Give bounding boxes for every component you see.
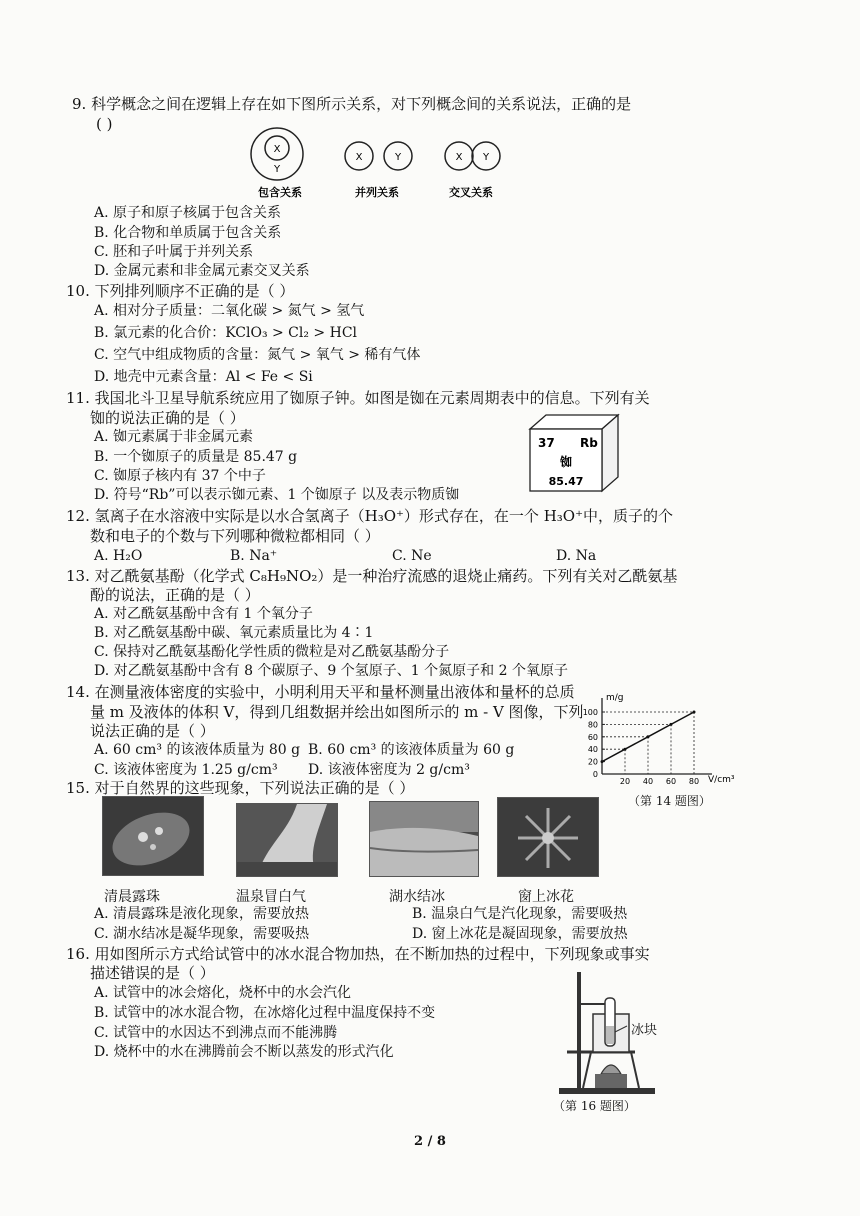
q14-option-d: D. 该液体密度为 2 g/cm³ bbox=[308, 762, 470, 778]
q15-stem: 15. 对于自然界的这些现象，下列说法正确的是（ ） bbox=[66, 779, 415, 797]
svg-text:X: X bbox=[455, 152, 463, 163]
q11-option-b: B. 一个铷原子的质量是 85.47 g bbox=[94, 449, 298, 465]
q14-m-v-chart bbox=[572, 690, 762, 790]
q10-option-c: C. 空气中组成物质的含量：氮气 > 氧气 > 稀有气体 bbox=[94, 347, 421, 363]
y-tick-label: 60 bbox=[587, 732, 598, 742]
x-axis-label: V/cm³ bbox=[708, 775, 735, 785]
q16-stem: 16. 用如图所示方式给试管中的冰水混合物加热，在不断加热的过程中，下列现象或事实 bbox=[66, 945, 650, 963]
caption-hot-spring-steam: 温泉冒白气 bbox=[236, 889, 306, 905]
q11-option-c: C. 铷原子核内有 37 个中子 bbox=[94, 468, 266, 484]
q15-option-d: D. 窗上冰花是凝固现象，需要放热 bbox=[412, 926, 628, 942]
svg-text:包含关系: 包含关系 bbox=[258, 186, 302, 199]
q10-option-a: A. 相对分子质量：二氧化碳 > 氮气 > 氢气 bbox=[94, 303, 365, 319]
caption-window-frost: 窗上冰花 bbox=[518, 889, 574, 905]
q16-option-d: D. 烧杯中的水在沸腾前会不断以蒸发的形式汽化 bbox=[94, 1044, 394, 1060]
q10-option-d: D. 地壳中元素含量：Al < Fe < Si bbox=[94, 369, 313, 385]
svg-text:Y: Y bbox=[273, 164, 281, 175]
caption-frozen-lake: 湖水结冰 bbox=[389, 889, 445, 905]
q14-figure-caption: （第 14 题图） bbox=[628, 794, 711, 808]
page-number: 2 / 8 bbox=[414, 1134, 446, 1149]
q12-option-c: C. Ne bbox=[392, 548, 432, 564]
svg-text:Rb: Rb bbox=[580, 436, 598, 450]
caption-morning-dew: 清晨露珠 bbox=[104, 889, 160, 905]
svg-text:X: X bbox=[355, 152, 363, 163]
q13-stem: 13. 对乙酰氨基酚（化学式 C₈H₉NO₂）是一种治疗流感的退烧止痛药。下列有关对乙酰氨基 bbox=[66, 567, 678, 585]
q13-option-c: C. 保持对乙酰氨基酚化学性质的微粒是对乙酰氨基酚分子 bbox=[94, 644, 450, 660]
q9-relation-diagram bbox=[240, 124, 520, 200]
q9-option-c: C. 胚和子叶属于并列关系 bbox=[94, 244, 254, 260]
svg-text:Y: Y bbox=[482, 152, 490, 163]
y-axis-label: m/g bbox=[606, 693, 624, 703]
svg-text:并列关系: 并列关系 bbox=[355, 186, 399, 199]
photo-morning-dew bbox=[102, 796, 204, 876]
y-tick-label: 20 bbox=[587, 757, 598, 767]
q16-stem-2: 描述错误的是（ ） bbox=[90, 964, 215, 982]
svg-text:Y: Y bbox=[394, 152, 402, 163]
q14-stem-3: 说法正确的是（ ） bbox=[90, 722, 215, 740]
q12-stem: 12. 氢离子在水溶液中实际是以水合氢离子（H₃O⁺）形式存在，在一个 H₃O⁺中，质子的个 bbox=[66, 507, 674, 525]
data-point bbox=[624, 748, 627, 751]
q14-option-a: A. 60 cm³ 的该液体质量为 80 g bbox=[94, 742, 301, 758]
data-point bbox=[670, 723, 673, 726]
q13-option-d: D. 对乙酰氨基酚中含有 8 个碳原子、9 个氢原子、1 个氮原子和 2 个氧原子 bbox=[94, 663, 568, 679]
data-point bbox=[647, 735, 650, 738]
q10-stem: 10. 下列排列顺序不正确的是（ ） bbox=[66, 282, 295, 300]
q9-option-d: D. 金属元素和非金属元素交叉关系 bbox=[94, 263, 310, 279]
svg-text:X: X bbox=[273, 144, 281, 155]
element-card-rb bbox=[524, 411, 624, 495]
q13-option-b: B. 对乙酰氨基酚中碳、氧元素质量比为 4∶1 bbox=[94, 625, 374, 641]
svg-text:铷: 铷 bbox=[559, 455, 573, 469]
q12-option-d: D. Na bbox=[556, 548, 597, 564]
q16-ice-label: 冰块 bbox=[631, 1023, 658, 1038]
q12-option-b: B. Na⁺ bbox=[230, 548, 278, 564]
svg-text:85.47: 85.47 bbox=[548, 475, 584, 488]
y-tick-label: 40 bbox=[587, 745, 598, 755]
q9-option-a: A. 原子和原子核属于包含关系 bbox=[94, 205, 282, 221]
q9-option-b: B. 化合物和单质属于包含关系 bbox=[94, 225, 282, 241]
x-tick-label: 60 bbox=[665, 777, 677, 786]
data-point bbox=[693, 711, 696, 714]
q15-option-c: C. 湖水结冰是凝华现象，需要吸热 bbox=[94, 926, 310, 942]
y-tick-label: 0 bbox=[592, 770, 598, 779]
q16-option-b: B. 试管中的冰水混合物，在冰熔化过程中温度保持不变 bbox=[94, 1005, 436, 1021]
q11-option-d: D. 符号“Rb”可以表示铷元素、1 个铷原子 以及表示物质铷 bbox=[94, 487, 460, 503]
x-tick-label: 40 bbox=[642, 777, 654, 786]
data-point bbox=[601, 760, 604, 763]
q10-option-b: B. 氯元素的化合价：KClO₃ > Cl₂ > HCl bbox=[94, 325, 358, 341]
q14-stem-2: 量 m 及液体的体积 V，得到几组数据并绘出如图所示的 m - V 图像，下列 bbox=[90, 703, 584, 721]
q12-stem-2: 数和电子的个数与下列哪种微粒都相同（ ） bbox=[90, 527, 380, 545]
q9-stem-bracket: ( ) bbox=[96, 115, 113, 133]
svg-text:37: 37 bbox=[538, 436, 555, 450]
q11-stem: 11. 我国北斗卫星导航系统应用了铷原子钟。如图是铷在元素周期表中的信息。下列有关 bbox=[66, 389, 650, 407]
photo-hot-spring-steam bbox=[236, 803, 338, 877]
svg-text:交叉关系: 交叉关系 bbox=[449, 186, 493, 199]
y-tick-label: 80 bbox=[587, 720, 598, 730]
y-tick-label: 100 bbox=[582, 708, 598, 717]
q11-option-a: A. 铷元素属于非金属元素 bbox=[94, 429, 254, 445]
q16-option-a: A. 试管中的冰会熔化，烧杯中的水会汽化 bbox=[94, 985, 352, 1001]
photo-frozen-lake bbox=[369, 801, 479, 877]
q13-option-a: A. 对乙酰氨基酚中含有 1 个氧分子 bbox=[94, 606, 313, 622]
q16-figure-caption: （第 16 题图） bbox=[553, 1099, 636, 1113]
q12-option-a: A. H₂O bbox=[94, 548, 143, 564]
q14-option-b: B. 60 cm³ 的该液体质量为 60 g bbox=[308, 742, 515, 758]
q13-stem-2: 酚的说法，正确的是（ ） bbox=[90, 586, 260, 604]
q15-option-a: A. 清晨露珠是液化现象，需要放热 bbox=[94, 906, 310, 922]
photo-window-frost bbox=[497, 797, 599, 877]
q9-stem: 9. 科学概念之间在逻辑上存在如下图所示关系，对下列概念间的关系说法，正确的是 bbox=[72, 95, 632, 113]
x-tick-label: 20 bbox=[619, 777, 631, 786]
q15-option-b: B. 温泉白气是汽化现象，需要吸热 bbox=[412, 906, 628, 922]
x-tick-label: 80 bbox=[688, 777, 700, 786]
q14-stem: 14. 在测量液体密度的实验中，小明利用天平和量杯测量出液体和量杯的总质 bbox=[66, 683, 575, 701]
q11-stem-2: 铷的说法正确的是（ ） bbox=[90, 409, 245, 427]
q16-option-c: C. 试管中的水因达不到沸点而不能沸腾 bbox=[94, 1025, 338, 1041]
q14-option-c: C. 该液体密度为 1.25 g/cm³ bbox=[94, 762, 278, 778]
